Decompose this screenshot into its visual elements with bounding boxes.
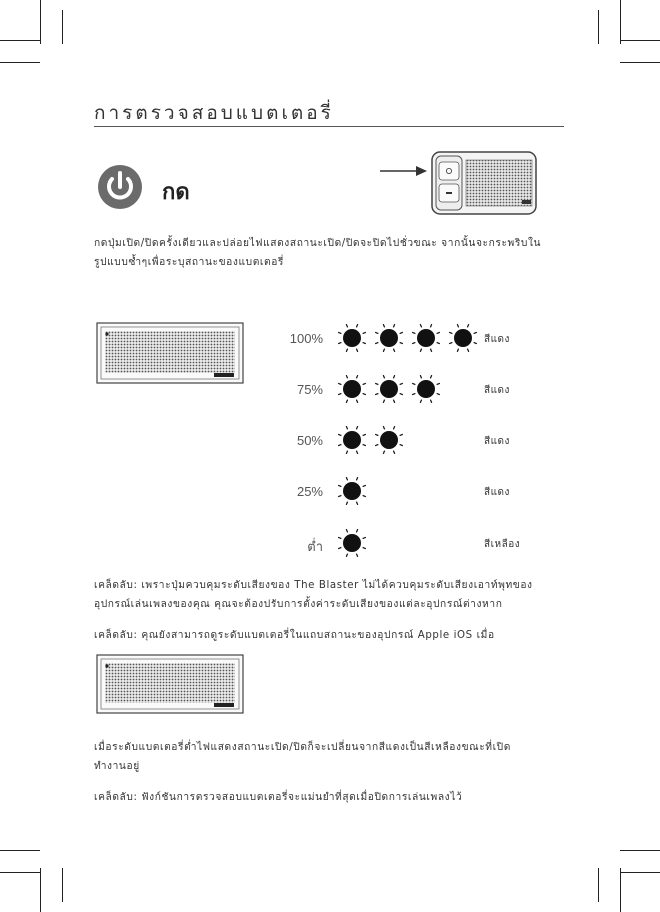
tip-ios: เคล็ดลับ: คุณยังสามารถดูระดับแบตเตอรี่ในแถบสถานะของอุปกรณ์ Apple iOS เมื่อ: [94, 630, 495, 641]
low-battery-line-2: ทำงานอยู่: [94, 761, 140, 772]
tip-accuracy: เคล็ดลับ: ฟังก์ชันการตรวจสอบแบตเตอรี่จะแม่นยำที่สุดเมื่อปิดการเล่นเพลงไว้: [94, 792, 463, 803]
title-divider: [94, 126, 564, 127]
intro-text: [94, 234, 541, 272]
crop-mark: [620, 0, 621, 44]
low-battery-note: [94, 738, 511, 776]
press-label: กด: [162, 180, 190, 205]
level-color-75: สีแดง: [484, 385, 510, 396]
crop-mark: [0, 40, 40, 41]
page-title: การตรวจสอบแบตเตอรี่: [94, 102, 334, 124]
level-color-100: สีแดง: [484, 334, 510, 345]
level-percent-50: 50%: [296, 433, 323, 448]
crop-mark: [62, 868, 63, 902]
crop-mark: [598, 868, 599, 902]
intro-line-2: รูปแบบซ้ำๆเพื่อระบุสถานะของแบตเตอรี่: [94, 257, 285, 268]
tip-volume: [94, 576, 533, 614]
led-light-icon: [336, 373, 368, 405]
level-color-50: สีแดง: [484, 436, 510, 447]
led-light-icon: [447, 322, 479, 354]
speaker-front-image: [96, 322, 244, 384]
crop-mark: [620, 868, 621, 912]
level-percent-low: ต่ำ: [307, 539, 323, 554]
crop-mark: [620, 850, 660, 851]
crop-mark: [620, 872, 660, 873]
crop-mark: [0, 872, 40, 873]
tip-volume-line-2: อุปกรณ์เล่นเพลงของคุณ คุณจะต้องปรับการตั้งค่าระดับเสียงของแต่ละอุปกรณ์ต่างหาก: [94, 599, 503, 610]
level-color-low: สีเหลือง: [484, 539, 521, 550]
level-color-25: สีแดง: [484, 487, 510, 498]
crop-mark: [0, 62, 40, 63]
led-light-icon: [373, 373, 405, 405]
arrow-right-icon: [380, 164, 428, 178]
crop-mark: [62, 10, 63, 44]
intro-line-1: กดปุ่มเปิด/ปิดครั้งเดียวและปล่อยไฟแสดงสถานะเปิด/ปิดจะปิดไปชั่วขณะ จากนั้นจะกระพริบใน: [94, 238, 542, 249]
speaker-front-image-2: [96, 654, 244, 714]
level-percent-100: 100%: [289, 331, 323, 346]
power-icon: [96, 163, 144, 211]
led-light-icon: [410, 322, 442, 354]
speaker-side-image: [430, 150, 538, 216]
crop-mark: [0, 850, 40, 851]
led-light-icon: [336, 424, 368, 456]
led-light-icon: [373, 424, 405, 456]
tip-volume-line-1: เคล็ดลับ: เพราะปุ่มควบคุมระดับเสียงของ The Blaster ไม่ได้ควบคุมระดับเสียงเอาท์พุทของ: [94, 580, 533, 591]
crop-mark: [40, 868, 41, 912]
level-percent-75: 75%: [296, 382, 323, 397]
crop-mark: [40, 0, 41, 44]
crop-mark: [620, 62, 660, 63]
led-light-icon: [410, 373, 442, 405]
led-light-icon: [373, 322, 405, 354]
low-battery-line-1: เมื่อระดับแบตเตอรี่ต่ำไฟแสดงสถานะเปิด/ปิดก็จะเปลี่ยนจากสีแดงเป็นสีเหลืองขณะที่เปิด: [94, 742, 511, 753]
led-light-icon: [336, 322, 368, 354]
crop-mark: [620, 40, 660, 41]
crop-mark: [598, 10, 599, 44]
led-light-icon: [336, 475, 368, 507]
led-light-icon: [336, 527, 368, 559]
level-percent-25: 25%: [296, 484, 323, 499]
